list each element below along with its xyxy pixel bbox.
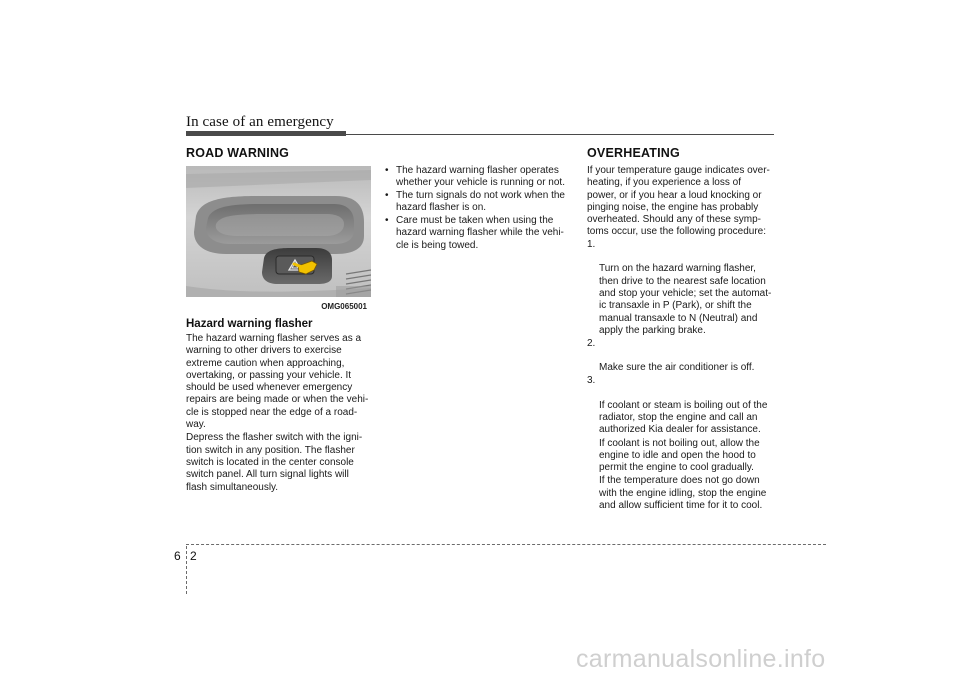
step-number: 2.	[587, 337, 596, 349]
list-item: • The hazard warning flasher operates whether your vehicle is running or not.	[384, 165, 574, 190]
section-title-overheating: OVERHEATING	[587, 146, 680, 160]
list-item	[587, 375, 775, 436]
header-rule-thin	[346, 134, 774, 135]
figure-code-bar	[186, 297, 371, 312]
hazard-notes-list	[384, 165, 574, 252]
right-body	[587, 165, 775, 512]
step-number: 3.	[587, 375, 596, 387]
figure-code: OMG065001	[321, 302, 367, 311]
step-text: Turn on the hazard warning flasher, then drive to the nearest safe location and stop your vehicle; set the automat- ic transaxle in P (Park), or shift the manual transaxle to N (Neutral) and apply the parking brake.	[599, 263, 772, 336]
left-body	[186, 333, 374, 494]
hazard-flasher-paragraph-2: Depress the flasher switch with the igni- tion switch in any position. The flasher switch is located in the center console switch panel. All turn signal lights will flash simultaneously.	[186, 432, 363, 493]
middle-body	[384, 165, 574, 253]
list-item: • The turn signals do not work when the hazard flasher is on.	[384, 190, 574, 215]
subheading-hazard-warning-flasher: Hazard warning flasher	[186, 318, 313, 330]
step-number: 1.	[587, 238, 596, 250]
footer-chapter-number: 6	[174, 549, 181, 563]
hazard-switch-figure	[186, 166, 371, 312]
page-header-title: In case of an emergency	[186, 114, 334, 130]
footer-vertical-divider	[186, 546, 187, 594]
section-title-road-warning: ROAD WARNING	[186, 146, 290, 160]
list-item: • Care must be taken when using the hazard warning flasher while the vehi- cle is being towed.	[384, 215, 574, 252]
list-item	[587, 338, 775, 375]
footer-divider	[186, 544, 826, 545]
footer-page-number: 2	[190, 549, 197, 563]
step-text: Make sure the air conditioner is off.	[599, 362, 755, 374]
watermark: carmanualsonline.info	[576, 645, 826, 673]
step3-note-1: If coolant is not boiling out, allow the engine to idle and open the hood to permit the engine to cool gradually.	[599, 437, 760, 474]
header-rule-thick	[186, 131, 346, 136]
hazard-flasher-paragraph-1: The hazard warning flasher serves as a warning to other drivers to exercise extreme caution when approaching, overtaking, or passing your vehicle. It should be used whenever emergency repairs are being made or when the vehi- cle is stopped near the edge of a road- way.	[186, 333, 369, 431]
hazard-switch-photo	[186, 166, 371, 312]
step-text: If coolant or steam is boiling out of the radiator, stop the engine and call an authorized Kia dealer for assistance.	[599, 399, 768, 436]
overheating-steps	[587, 239, 775, 437]
list-item	[587, 239, 775, 337]
step3-note-2: If the temperature does not go down with the engine idling, stop the engine and allow sufficient time for it to cool.	[599, 475, 767, 512]
overheating-intro: If your temperature gauge indicates over- heating, if you experience a loss of power, or if you hear a loud knocking or pinging noise, the engine has probably overheated. Should any of these symp- toms occur, use the following procedure:	[587, 165, 770, 238]
